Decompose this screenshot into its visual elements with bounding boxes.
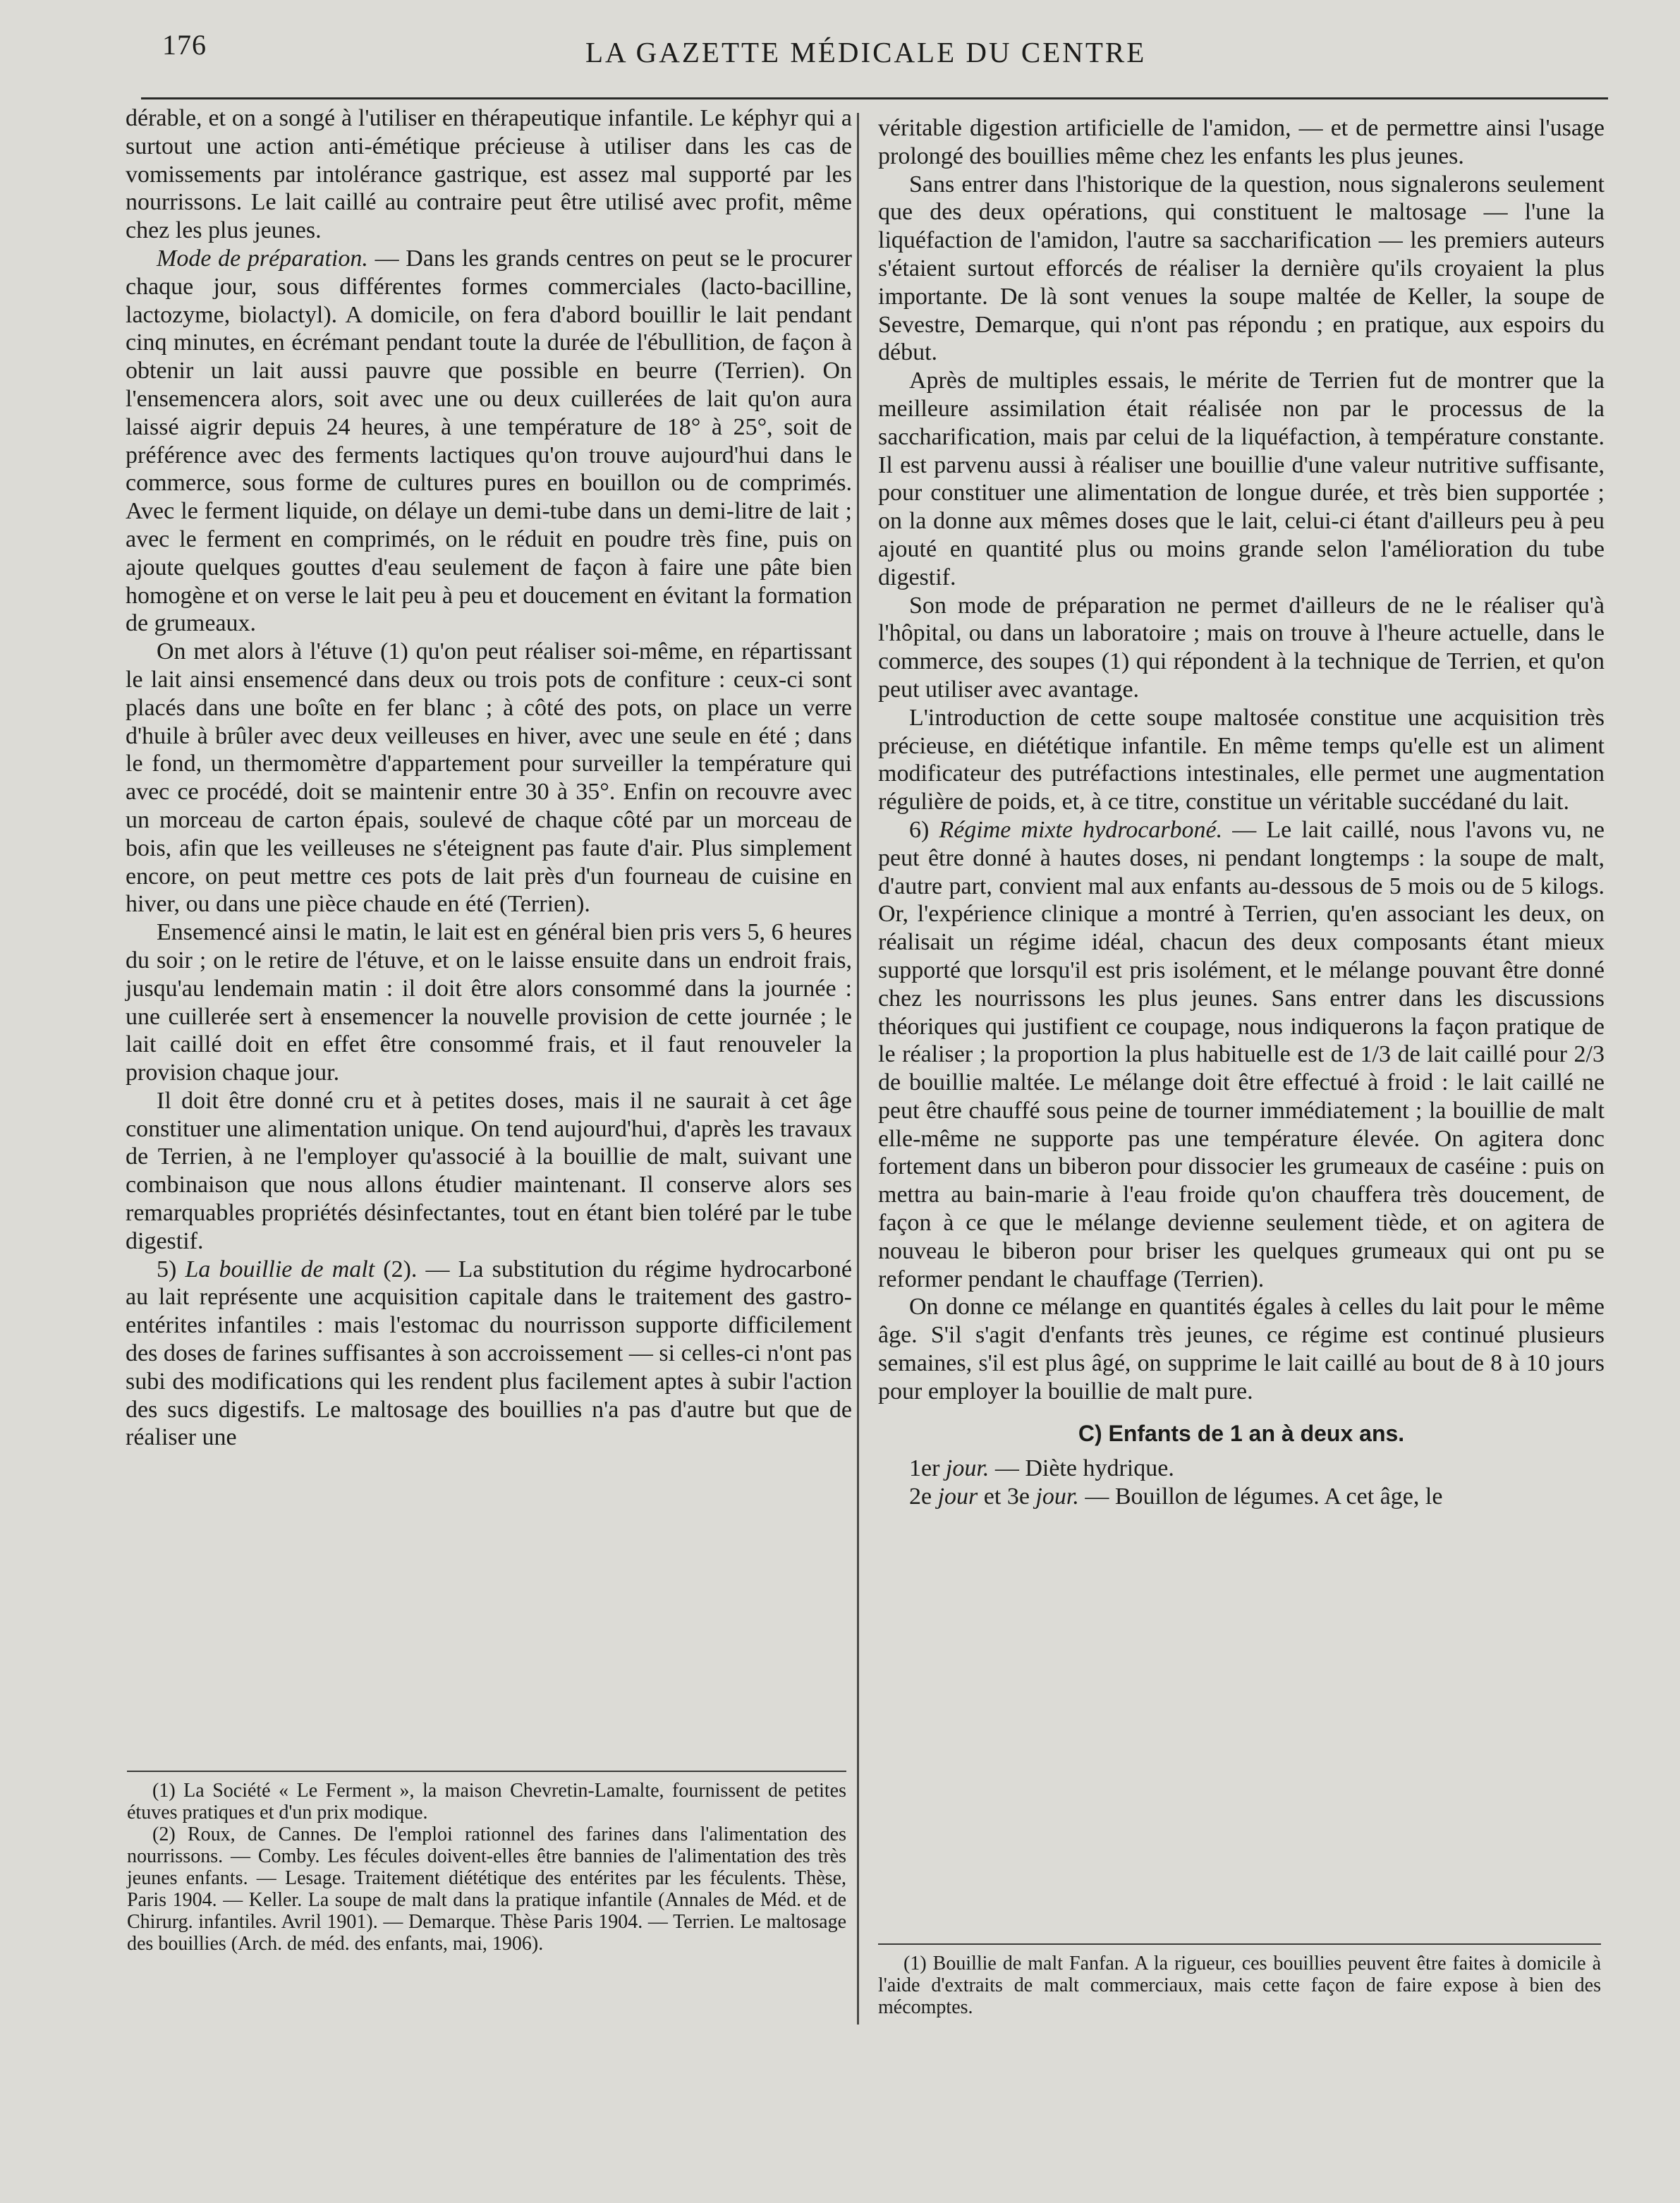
day-label: jour.: [945, 1455, 990, 1482]
paragraph-body: — Diète hydrique.: [989, 1455, 1174, 1482]
paragraph-lead: Mode de préparation.: [157, 245, 368, 272]
footnote-rule: [127, 1771, 846, 1772]
paragraph: Il doit être donné cru et à petites doses, mais il ne saurait à cet âge constituer une alimentation unique. On tend aujourd'hui, d'après les travaux de Terrien, à ne l'employer qu'associé à la bouillie de malt, suivant une combinaison que nous allons étudier maintenant. Il conserve alors ses remarquables propriétés désinfectantes, tout en étant bien toléré par le tube digestif.: [126, 1087, 852, 1254]
paragraph: L'introduction de cette soupe maltosée constitue une acquisition très précieuse, en diététique infantile. En même temps qu'elle est un aliment modificateur des putréfactions intestinales, elle permet une augmentation régulière de poids, et, à ce titre, constitue un véritable succédané du lait.: [878, 704, 1605, 815]
header-rule: [141, 97, 1608, 99]
right-footnotes: [878, 1953, 1601, 2018]
day-number: 1er: [909, 1455, 946, 1482]
paragraph: [878, 1455, 1605, 1483]
section-heading: C) Enfants de 1 an à deux ans.: [1078, 1420, 1405, 1446]
paragraph-body: — Le lait caillé, nous l'avons vu, ne peut être donné à hautes doses, ni pendant longtemps : la soupe de malt, d'autre part, convient mal aux enfants au-dessous de 5 mois ou de 5 kilogs. Or, l'expérience clinique a montré à Terrien, qu'en associant les deux, on réalisait un régime idéal, chacun des deux composants étant mieux supporté que lorsqu'il est pris isolément, et le mélange pouvant être donné chez les nourrissons les plus jeunes. Sans entrer dans les discussions théoriques qui justifient ce coupage, nous indiquerons la façon pratique de le réaliser ; la proportion la plus habituelle est de 1/3 de lait caillé pour 2/3 de bouillie maltée. Le mélange doit être effectué à froid : le lait caillé ne peut être chauffé sous peine de tourner immédiatement ; la bouillie de malt elle-même ne supporte pas une température élevée. On agitera donc fortement dans un biberon pour dissocier les grumeaux de caséine : puis on mettra au bain-marie à l'eau froide qu'on chauffera très doucement, de façon à ce que le mélange devienne seulement tiède, et on agitera de nouveau le biberon pour briser les quelques grumeaux qui ont pu se reformer pendant le chauffage (Terrien).: [878, 816, 1605, 1292]
footnote: (2) Roux, de Cannes. De l'emploi rationnel des farines dans l'alimentation des nourrissons. — Comby. Les fécules doivent-elles être bannies de l'alimentation des très jeunes enfants. — Lesage. Traitement diététique des entérites par les féculents. Thèse, Paris 1904. — Keller. La soupe de malt dans la pratique infantile (Annales de Méd. et de Chirurg. infantiles. Avril 1901). — Demarque. Thèse Paris 1904. — Terrien. Le maltosage des bouillies (Arch. de méd. des enfants, mai, 1906).: [127, 1823, 846, 1955]
paragraph: Ensemencé ainsi le matin, le lait est en général bien pris vers 5, 6 heures du soir ; on le retire de l'étuve, et on le laisse ensuite dans un endroit frais, jusqu'au lendemain matin : il doit être alors consommé dans la journée : une cuillerée sert à ensemencer la nouvelle provision de cette journée ; le lait caillé doit en effet être consommé frais, et il faut renouveler la provision chaque jour.: [126, 919, 852, 1086]
paragraph: [126, 245, 852, 638]
paragraph: [878, 1483, 1605, 1511]
paragraph-body: (2). — La substitution du régime hydrocarboné au lait représente une acquisition capitale dans le traitement des gastro-entérites infantiles : mais l'estomac du nourrisson supporte difficilement des doses de farines suffisantes à son accroissement — si celles-ci n'ont pas subi des modifications qui les rendent plus facilement aptes à subir l'action des sucs digestifs. Le maltosage des bouillies n'a pas d'autre but que de réaliser une: [126, 1256, 852, 1451]
paragraph-lead: La bouillie de malt: [185, 1256, 375, 1282]
footnote-rule: [878, 1943, 1601, 1945]
paragraph-number: 6): [909, 816, 939, 843]
paragraph: [878, 816, 1605, 1294]
paragraph-number: 5): [157, 1256, 185, 1282]
paragraph: Sans entrer dans l'historique de la question, nous signalerons seulement que des deux opérations, qui constituent le maltosage — l'une la liquéfaction de l'amidon, l'autre sa saccharification — les premiers auteurs s'étaient surtout efforcés de réaliser la dernière qu'ils croyaient la plus importante. De là sont venues la soupe maltée de Keller, la soupe de Sevestre, Demarque, qui n'ont pas répondu ; en pratique, aux espoirs du début.: [878, 171, 1605, 366]
paragraph: dérable, et on a songé à l'utiliser en thérapeutique infantile. Le képhyr qui a surtout une action anti-émétique précieuse à utiliser dans les cas de vomissements par intolérance gastrique, est assez mal supporté par les nourrissons. Le lait caillé au contraire peut être utilisé avec profit, même chez les plus jeunes.: [126, 105, 852, 244]
paragraph-lead: Régime mixte hydrocarboné.: [939, 816, 1223, 843]
left-column: [126, 104, 852, 1452]
day-number: 2e: [909, 1483, 938, 1510]
left-footnotes: [127, 1780, 846, 1955]
right-column: [878, 114, 1605, 1511]
paragraph: véritable digestion artificielle de l'amidon, — et de permettre ainsi l'usage prolongé des bouillies même chez les enfants les plus jeunes.: [878, 115, 1605, 169]
paragraph: On donne ce mélange en quantités égales à celles du lait pour le même âge. S'il s'agit d'enfants très jeunes, ce régime est continué plusieurs semaines, s'il est plus âgé, on supprime le lait caillé au bout de 8 à 10 jours pour employer la bouillie de malt pure.: [878, 1294, 1605, 1404]
footnote: (1) Bouillie de malt Fanfan. A la rigueur, ces bouillies peuvent être faites à domicile à l'aide d'extraits de malt commerciaux, mais cette façon de faire expose à bien des mécomptes.: [878, 1953, 1601, 2018]
paragraph: Après de multiples essais, le mérite de Terrien fut de montrer que la meilleure assimilation était réalisée non par le processus de la saccharification, mais par celui de la liquéfaction, à température constante. Il est parvenu aussi à réaliser une bouillie d'une valeur nutritive suffisante, pour constituer une alimentation de longue durée, et très bien supportée ; on la donne aux mêmes doses que le lait, celui-ci étant d'ailleurs peu à peu ajouté en quantité plus ou moins grande selon l'amélioration du tube digestif.: [878, 368, 1605, 590]
paragraph: On met alors à l'étuve (1) qu'on peut réaliser soi-même, en répartissant le lait ainsi ensemencé dans deux ou trois pots de confiture : ceux-ci sont placés dans une boîte en fer blanc ; à côté des pots, on place un verre d'huile à brûler avec deux veilleuses en hiver, avec une seule en été ; dans le fond, un thermomètre d'appartement pour surveiller la température qui avec ce procédé, doit se maintenir entre 30 à 35°. Enfin on recouvre avec un morceau de carton épais, soulevé de chaque côté par un morceau de bois, afin que les veilleuses ne s'éteignent pas faute d'air. Plus simplement encore, on peut mettre ces pots de lait près d'un fourneau de cuisine en hiver, ou dans une pièce chaude en été (Terrien).: [126, 638, 852, 918]
running-title: LA GAZETTE MÉDICALE DU CENTRE: [585, 36, 1147, 68]
paragraph: [126, 1256, 852, 1452]
paragraph: Son mode de préparation ne permet d'ailleurs de ne le réaliser qu'à l'hôpital, ou dans un laboratoire ; mais on trouve à l'heure actuelle, dans le commerce, des soupes (1) qui répondent à la technique de Terrien, et qu'on peut utiliser avec avantage.: [878, 592, 1605, 703]
paragraph-body: — Dans les grands centres on peut se le procurer chaque jour, sous différentes formes commerciales (lacto-bacilline, lactozyme, biolactyl). A domicile, on fera d'abord bouillir le lait pendant cinq minutes, en écrémant pendant toute la durée de l'ébullition, de façon à obtenir un lait aussi pauvre que possible en beurre (Terrien). On l'ensemencera alors, soit avec une ou deux cuillerées de lait qu'on aura laissé aigrir depuis 24 heures, à une température de 18° à 25°, soit de préférence avec des ferments lactiques qu'on trouve aujourd'hui dans le commerce, sous forme de cultures pures en bouillon ou de comprimés. Avec le ferment liquide, on délaye un demi-tube dans un demi-litre de lait ; avec le ferment en comprimés, on le réduit en poudre très fine, puis on ajoute quelques gouttes d'eau seulement de façon à faire une pâte bien homogène et on verse le lait peu à peu et doucement en évitant la formation de grumeaux.: [126, 245, 852, 637]
day-label: jour: [937, 1483, 978, 1510]
footnote: (1) La Société « Le Ferment », la maison Chevretin-Lamalte, fournissent de petites étuves pratiques et d'un prix modique.: [127, 1780, 846, 1823]
column-divider: [857, 113, 859, 2025]
day-number: et 3e: [978, 1483, 1036, 1510]
page-header: [162, 28, 1601, 78]
paragraph-body: — Bouillon de légumes. A cet âge, le: [1078, 1483, 1443, 1510]
day-label: jour.: [1035, 1483, 1079, 1510]
page-number: 176: [162, 29, 207, 61]
